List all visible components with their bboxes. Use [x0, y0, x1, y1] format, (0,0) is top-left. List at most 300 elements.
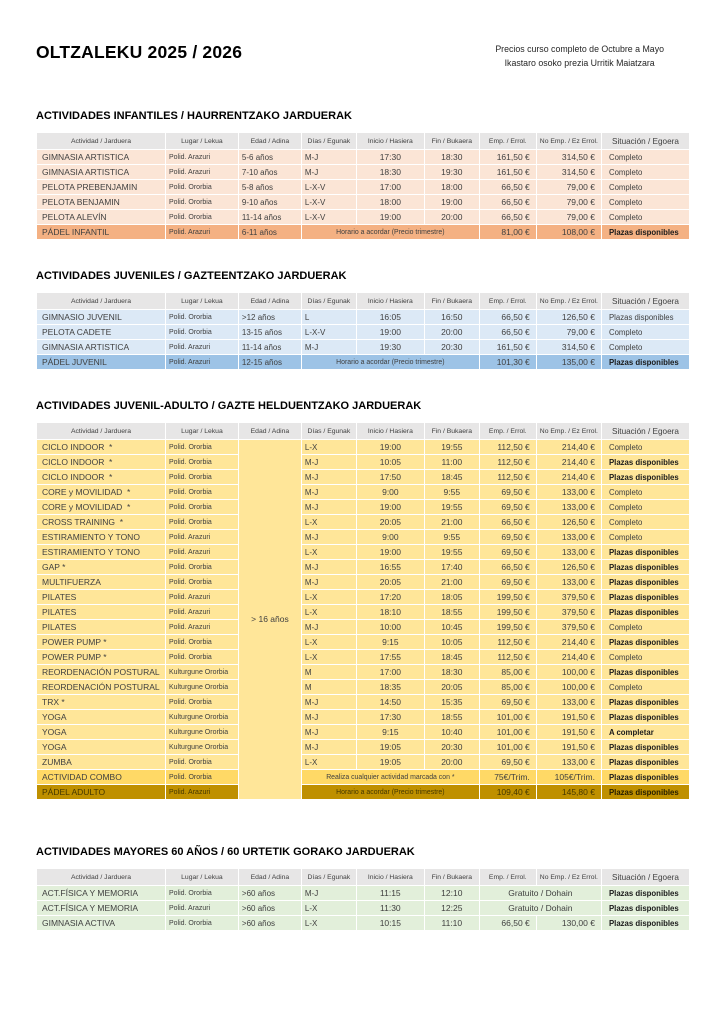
- cell: M-J: [301, 455, 356, 470]
- table-row: [37, 165, 690, 180]
- cell: 20:00: [424, 755, 479, 770]
- cell: Kulturgune Ororbia: [165, 710, 238, 725]
- cell: >60 años: [238, 901, 301, 916]
- cell: Polid. Ororbia: [165, 180, 238, 195]
- cell: M-J: [301, 740, 356, 755]
- cell: PÁDEL JUVENIL: [37, 355, 166, 370]
- cell: 108,00 €: [536, 225, 601, 240]
- cell: Polid. Ororbia: [165, 485, 238, 500]
- cell: 112,50 €: [479, 440, 536, 455]
- column-header: Edad / Adina: [238, 133, 301, 150]
- cell: 18:45: [424, 470, 479, 485]
- status-cell: Completo: [601, 440, 689, 455]
- cell: M-J: [301, 530, 356, 545]
- cell: 126,50 €: [536, 515, 601, 530]
- status-cell: Plazas disponibles: [601, 560, 689, 575]
- status-cell: Plazas disponibles: [601, 785, 689, 800]
- column-header: Inicio / Hasiera: [356, 423, 424, 440]
- cell: 19:00: [424, 195, 479, 210]
- cell: GIMNASIO JUVENIL: [37, 310, 166, 325]
- table-row: [37, 195, 690, 210]
- column-header: Situación / Egoera: [601, 293, 689, 310]
- table-row: [37, 530, 690, 545]
- column-header: Días / Egunak: [301, 133, 356, 150]
- column-header: Fin / Bukaera: [424, 133, 479, 150]
- cell: L-X-V: [301, 180, 356, 195]
- cell: 66,50 €: [479, 325, 536, 340]
- cell: L-X: [301, 605, 356, 620]
- table-row: [37, 605, 690, 620]
- cell: Polid. Ororbia: [165, 916, 238, 931]
- table-infantiles: [36, 132, 690, 240]
- cell: Horario a acordar (Precio trimestre): [301, 225, 479, 240]
- table-row: [37, 340, 690, 355]
- cell: Kulturgune Ororbia: [165, 740, 238, 755]
- cell: 21:00: [424, 575, 479, 590]
- section-title-juvenil-adulto: ACTIVIDADES JUVENIL-ADULTO / GAZTE HELDUENTZAKO JARDUERAK: [36, 400, 422, 413]
- cell: 9:15: [356, 635, 424, 650]
- cell: 79,00 €: [536, 180, 601, 195]
- table-row: [37, 650, 690, 665]
- cell: 19:05: [356, 740, 424, 755]
- cell: 191,50 €: [536, 725, 601, 740]
- cell: 12-15 años: [238, 355, 301, 370]
- cell: 14:50: [356, 695, 424, 710]
- cell: 69,50 €: [479, 575, 536, 590]
- status-cell: Plazas disponibles: [601, 665, 689, 680]
- cell: 133,00 €: [536, 695, 601, 710]
- subtitle-line-2: Ikastaro osoko prezia Urritik Maiatzara: [504, 57, 655, 68]
- cell: Polid. Ororbia: [165, 470, 238, 485]
- cell: Horario a acordar (Precio trimestre): [301, 785, 479, 800]
- cell: L-X: [301, 440, 356, 455]
- header-row: [37, 423, 690, 440]
- cell: 20:05: [356, 515, 424, 530]
- cell: 314,50 €: [536, 165, 601, 180]
- cell: 133,00 €: [536, 485, 601, 500]
- status-cell: Plazas disponibles: [601, 740, 689, 755]
- cell: M-J: [301, 485, 356, 500]
- cell: 314,50 €: [536, 150, 601, 165]
- status-cell: Plazas disponibles: [601, 695, 689, 710]
- cell: 10:15: [356, 916, 424, 931]
- cell: 214,40 €: [536, 440, 601, 455]
- cell: 135,00 €: [536, 355, 601, 370]
- cell: PÁDEL INFANTIL: [37, 225, 166, 240]
- cell: 133,00 €: [536, 755, 601, 770]
- column-header: Actividad / Jarduera: [37, 293, 166, 310]
- cell: PELOTA ALEVÍN: [37, 210, 166, 225]
- column-header: Inicio / Hasiera: [356, 133, 424, 150]
- cell: 69,50 €: [479, 545, 536, 560]
- cell: CROSS TRAINING *: [37, 515, 166, 530]
- cell: L-X: [301, 545, 356, 560]
- column-header: Emp. / Errol.: [479, 293, 536, 310]
- cell: GAP *: [37, 560, 166, 575]
- cell: 20:00: [424, 210, 479, 225]
- cell: >12 años: [238, 310, 301, 325]
- cell: 126,50 €: [536, 560, 601, 575]
- cell: PILATES: [37, 620, 166, 635]
- column-header: Situación / Egoera: [601, 423, 689, 440]
- cell: PELOTA CADETE: [37, 325, 166, 340]
- table-row: [37, 355, 690, 370]
- column-header: Lugar / Lekua: [165, 423, 238, 440]
- table-row: [37, 695, 690, 710]
- cell: 17:20: [356, 590, 424, 605]
- cell: 133,00 €: [536, 545, 601, 560]
- section-title-infantiles: ACTIVIDADES INFANTILES / HAURRENTZAKO JARDUERAK: [36, 110, 352, 123]
- table-row: [37, 310, 690, 325]
- cell: Polid. Ororbia: [165, 195, 238, 210]
- cell: 101,00 €: [479, 725, 536, 740]
- cell: 112,50 €: [479, 650, 536, 665]
- cell: L-X: [301, 916, 356, 931]
- column-header: No Emp. / Ez Errol.: [536, 423, 601, 440]
- cell: GIMNASIA ARTISTICA: [37, 340, 166, 355]
- cell: 214,40 €: [536, 650, 601, 665]
- column-header: No Emp. / Ez Errol.: [536, 869, 601, 886]
- cell: ACTIVIDAD COMBO: [37, 770, 166, 785]
- cell: 19:00: [356, 500, 424, 515]
- cell: 161,50 €: [479, 150, 536, 165]
- header-row: [37, 293, 690, 310]
- table-row: [37, 901, 690, 916]
- cell: PELOTA BENJAMIN: [37, 195, 166, 210]
- cell: Polid. Arazuri: [165, 340, 238, 355]
- column-header: Días / Egunak: [301, 869, 356, 886]
- status-cell: Plazas disponibles: [601, 545, 689, 560]
- cell: Polid. Arazuri: [165, 225, 238, 240]
- status-cell: Completo: [601, 530, 689, 545]
- section-mayores-60: [36, 846, 690, 931]
- table-row: [37, 620, 690, 635]
- cell: 69,50 €: [479, 500, 536, 515]
- cell: YOGA: [37, 710, 166, 725]
- column-header: No Emp. / Ez Errol.: [536, 133, 601, 150]
- cell: 11-14 años: [238, 210, 301, 225]
- cell: 112,50 €: [479, 635, 536, 650]
- cell: MULTIFUERZA: [37, 575, 166, 590]
- cell: 10:05: [356, 455, 424, 470]
- cell: Polid. Ororbia: [165, 310, 238, 325]
- table-row: [37, 500, 690, 515]
- cell: 101,00 €: [479, 740, 536, 755]
- cell: >60 años: [238, 886, 301, 901]
- cell: L-X: [301, 901, 356, 916]
- cell: 100,00 €: [536, 680, 601, 695]
- status-cell: Plazas disponibles: [601, 575, 689, 590]
- age-merged-cell: > 16 años: [238, 440, 301, 800]
- cell: M-J: [301, 725, 356, 740]
- cell: 17:30: [356, 150, 424, 165]
- cell: 100,00 €: [536, 665, 601, 680]
- cell: 199,50 €: [479, 605, 536, 620]
- status-cell: Plazas disponibles: [601, 225, 689, 240]
- column-header: Emp. / Errol.: [479, 423, 536, 440]
- cell: 133,00 €: [536, 575, 601, 590]
- cell: Polid. Ororbia: [165, 886, 238, 901]
- cell: PILATES: [37, 605, 166, 620]
- cell: 145,80 €: [536, 785, 601, 800]
- section-title-juveniles: ACTIVIDADES JUVENILES / GAZTEENTZAKO JARDUERAK: [36, 270, 347, 283]
- column-header: Actividad / Jarduera: [37, 869, 166, 886]
- cell: Polid. Arazuri: [165, 545, 238, 560]
- cell: GIMNASIA ACTIVA: [37, 916, 166, 931]
- cell: 16:50: [424, 310, 479, 325]
- cell: CICLO INDOOR *: [37, 470, 166, 485]
- cell: 9:15: [356, 725, 424, 740]
- table-row: [37, 680, 690, 695]
- cell: 7-10 años: [238, 165, 301, 180]
- cell: Polid. Arazuri: [165, 150, 238, 165]
- cell: L-X-V: [301, 325, 356, 340]
- status-cell: Plazas disponibles: [601, 770, 689, 785]
- cell: M-J: [301, 560, 356, 575]
- cell: Polid. Arazuri: [165, 355, 238, 370]
- cell: 112,50 €: [479, 470, 536, 485]
- cell: M-J: [301, 886, 356, 901]
- cell: POWER PUMP *: [37, 635, 166, 650]
- cell: 18:55: [424, 605, 479, 620]
- cell: 20:30: [424, 740, 479, 755]
- table-row: [37, 225, 690, 240]
- cell: M-J: [301, 340, 356, 355]
- status-cell: Plazas disponibles: [601, 355, 689, 370]
- table-mayores-60: [36, 868, 690, 931]
- cell: 18:55: [424, 710, 479, 725]
- column-header: Fin / Bukaera: [424, 293, 479, 310]
- cell: REORDENACIÓN POSTURAL: [37, 680, 166, 695]
- cell: Polid. Ororbia: [165, 515, 238, 530]
- cell: 85,00 €: [479, 665, 536, 680]
- column-header: Actividad / Jarduera: [37, 423, 166, 440]
- cell: 20:00: [424, 325, 479, 340]
- cell: PÁDEL ADULTO: [37, 785, 166, 800]
- cell: 18:00: [424, 180, 479, 195]
- cell: L-X-V: [301, 210, 356, 225]
- cell: L-X: [301, 515, 356, 530]
- cell: L-X: [301, 650, 356, 665]
- table-row: [37, 916, 690, 931]
- cell: M-J: [301, 500, 356, 515]
- cell: GIMNASIA ARTISTICA: [37, 150, 166, 165]
- cell: 66,50 €: [479, 210, 536, 225]
- cell: 20:05: [424, 680, 479, 695]
- cell: CORE y MOVILIDAD *: [37, 500, 166, 515]
- cell: Polid. Arazuri: [165, 620, 238, 635]
- status-cell: Completo: [601, 325, 689, 340]
- cell: YOGA: [37, 725, 166, 740]
- cell: Realiza cualquier actividad marcada con *: [301, 770, 479, 785]
- table-row: [37, 665, 690, 680]
- cell: Kulturgune Ororbia: [165, 680, 238, 695]
- column-header: Lugar / Lekua: [165, 293, 238, 310]
- cell: L-X: [301, 635, 356, 650]
- cell: 11:30: [356, 901, 424, 916]
- cell: 9:00: [356, 485, 424, 500]
- column-header: Edad / Adina: [238, 423, 301, 440]
- status-cell: Plazas disponibles: [601, 886, 689, 901]
- table-row: [37, 210, 690, 225]
- cell: REORDENACIÓN POSTURAL: [37, 665, 166, 680]
- cell: 10:05: [424, 635, 479, 650]
- cell: 11:00: [424, 455, 479, 470]
- cell: ACT.FÍSICA Y MEMORIA: [37, 901, 166, 916]
- cell: 9:55: [424, 485, 479, 500]
- cell: 18:00: [356, 195, 424, 210]
- cell: Gratuito / Dohain: [479, 886, 601, 901]
- table-row: [37, 180, 690, 195]
- cell: 79,00 €: [536, 195, 601, 210]
- cell: L: [301, 310, 356, 325]
- cell: ACT.FÍSICA Y MEMORIA: [37, 886, 166, 901]
- column-header: No Emp. / Ez Errol.: [536, 293, 601, 310]
- cell: 5-8 años: [238, 180, 301, 195]
- table-row: [37, 575, 690, 590]
- status-cell: Plazas disponibles: [601, 635, 689, 650]
- cell: Gratuito / Dohain: [479, 901, 601, 916]
- table-row: [37, 545, 690, 560]
- cell: 18:10: [356, 605, 424, 620]
- column-header: Emp. / Errol.: [479, 869, 536, 886]
- status-cell: Completo: [601, 515, 689, 530]
- cell: 17:55: [356, 650, 424, 665]
- cell: >60 años: [238, 916, 301, 931]
- table-row: [37, 710, 690, 725]
- cell: 199,50 €: [479, 590, 536, 605]
- cell: 112,50 €: [479, 455, 536, 470]
- cell: Polid. Ororbia: [165, 455, 238, 470]
- cell: 19:00: [356, 545, 424, 560]
- cell: Polid. Ororbia: [165, 210, 238, 225]
- cell: 101,00 €: [479, 710, 536, 725]
- column-header: Actividad / Jarduera: [37, 133, 166, 150]
- status-cell: Plazas disponibles: [601, 310, 689, 325]
- table-row: [37, 886, 690, 901]
- cell: Polid. Ororbia: [165, 575, 238, 590]
- cell: PELOTA PREBENJAMIN: [37, 180, 166, 195]
- cell: L-X: [301, 590, 356, 605]
- cell: 17:50: [356, 470, 424, 485]
- cell: 66,50 €: [479, 180, 536, 195]
- cell: 379,50 €: [536, 605, 601, 620]
- cell: 79,00 €: [536, 325, 601, 340]
- cell: 126,50 €: [536, 310, 601, 325]
- status-cell: Plazas disponibles: [601, 470, 689, 485]
- cell: 19:05: [356, 755, 424, 770]
- table-row: [37, 440, 690, 455]
- column-header: Emp. / Errol.: [479, 133, 536, 150]
- column-header: Inicio / Hasiera: [356, 869, 424, 886]
- cell: 9:00: [356, 530, 424, 545]
- cell: 214,40 €: [536, 635, 601, 650]
- cell: POWER PUMP *: [37, 650, 166, 665]
- cell: 191,50 €: [536, 740, 601, 755]
- cell: Polid. Ororbia: [165, 560, 238, 575]
- cell: M-J: [301, 165, 356, 180]
- cell: 18:30: [424, 150, 479, 165]
- column-header: Situación / Egoera: [601, 133, 689, 150]
- cell: M-J: [301, 620, 356, 635]
- cell: 12:25: [424, 901, 479, 916]
- cell: 20:30: [424, 340, 479, 355]
- cell: 10:40: [424, 725, 479, 740]
- cell: 11:10: [424, 916, 479, 931]
- cell: 199,50 €: [479, 620, 536, 635]
- cell: 18:45: [424, 650, 479, 665]
- cell: 133,00 €: [536, 530, 601, 545]
- status-cell: Plazas disponibles: [601, 710, 689, 725]
- cell: 18:05: [424, 590, 479, 605]
- table-row: [37, 785, 690, 800]
- cell: 69,50 €: [479, 695, 536, 710]
- cell: 133,00 €: [536, 500, 601, 515]
- cell: M-J: [301, 710, 356, 725]
- cell: Polid. Arazuri: [165, 605, 238, 620]
- cell: 105€/Trim.: [536, 770, 601, 785]
- column-header: Lugar / Lekua: [165, 133, 238, 150]
- cell: M: [301, 680, 356, 695]
- table-row: [37, 455, 690, 470]
- column-header: Inicio / Hasiera: [356, 293, 424, 310]
- table-juveniles: [36, 292, 690, 370]
- cell: Polid. Ororbia: [165, 635, 238, 650]
- cell: 9:55: [424, 530, 479, 545]
- cell: M-J: [301, 575, 356, 590]
- cell: M-J: [301, 470, 356, 485]
- cell: Polid. Ororbia: [165, 755, 238, 770]
- cell: PILATES: [37, 590, 166, 605]
- cell: L-X: [301, 755, 356, 770]
- cell: 16:55: [356, 560, 424, 575]
- status-cell: Completo: [601, 500, 689, 515]
- cell: 161,50 €: [479, 340, 536, 355]
- cell: 10:45: [424, 620, 479, 635]
- cell: 191,50 €: [536, 710, 601, 725]
- cell: TRX *: [37, 695, 166, 710]
- cell: M-J: [301, 150, 356, 165]
- header-row: [37, 133, 690, 150]
- cell: CORE y MOVILIDAD *: [37, 485, 166, 500]
- cell: 12:10: [424, 886, 479, 901]
- section-juvenil-adulto: [36, 400, 690, 800]
- column-header: Situación / Egoera: [601, 869, 689, 886]
- subtitle-line-1: Precios curso completo de Octubre a Mayo: [495, 44, 664, 54]
- table-row: [37, 770, 690, 785]
- cell: 18:35: [356, 680, 424, 695]
- cell: 17:00: [356, 665, 424, 680]
- cell: 5-6 años: [238, 150, 301, 165]
- page-header: [36, 42, 690, 70]
- header-row: [37, 869, 690, 886]
- column-header: Edad / Adina: [238, 869, 301, 886]
- table-juvenil-adulto: [36, 422, 690, 800]
- table-row: [37, 515, 690, 530]
- status-cell: Completo: [601, 485, 689, 500]
- cell: Kulturgune Ororbia: [165, 725, 238, 740]
- cell: ZUMBA: [37, 755, 166, 770]
- cell: 19:00: [356, 210, 424, 225]
- cell: 69,50 €: [479, 755, 536, 770]
- cell: 9-10 años: [238, 195, 301, 210]
- cell: Horario a acordar (Precio trimestre): [301, 355, 479, 370]
- cell: M-J: [301, 695, 356, 710]
- status-cell: Completo: [601, 210, 689, 225]
- table-row: [37, 635, 690, 650]
- cell: 66,50 €: [479, 310, 536, 325]
- cell: 66,50 €: [479, 560, 536, 575]
